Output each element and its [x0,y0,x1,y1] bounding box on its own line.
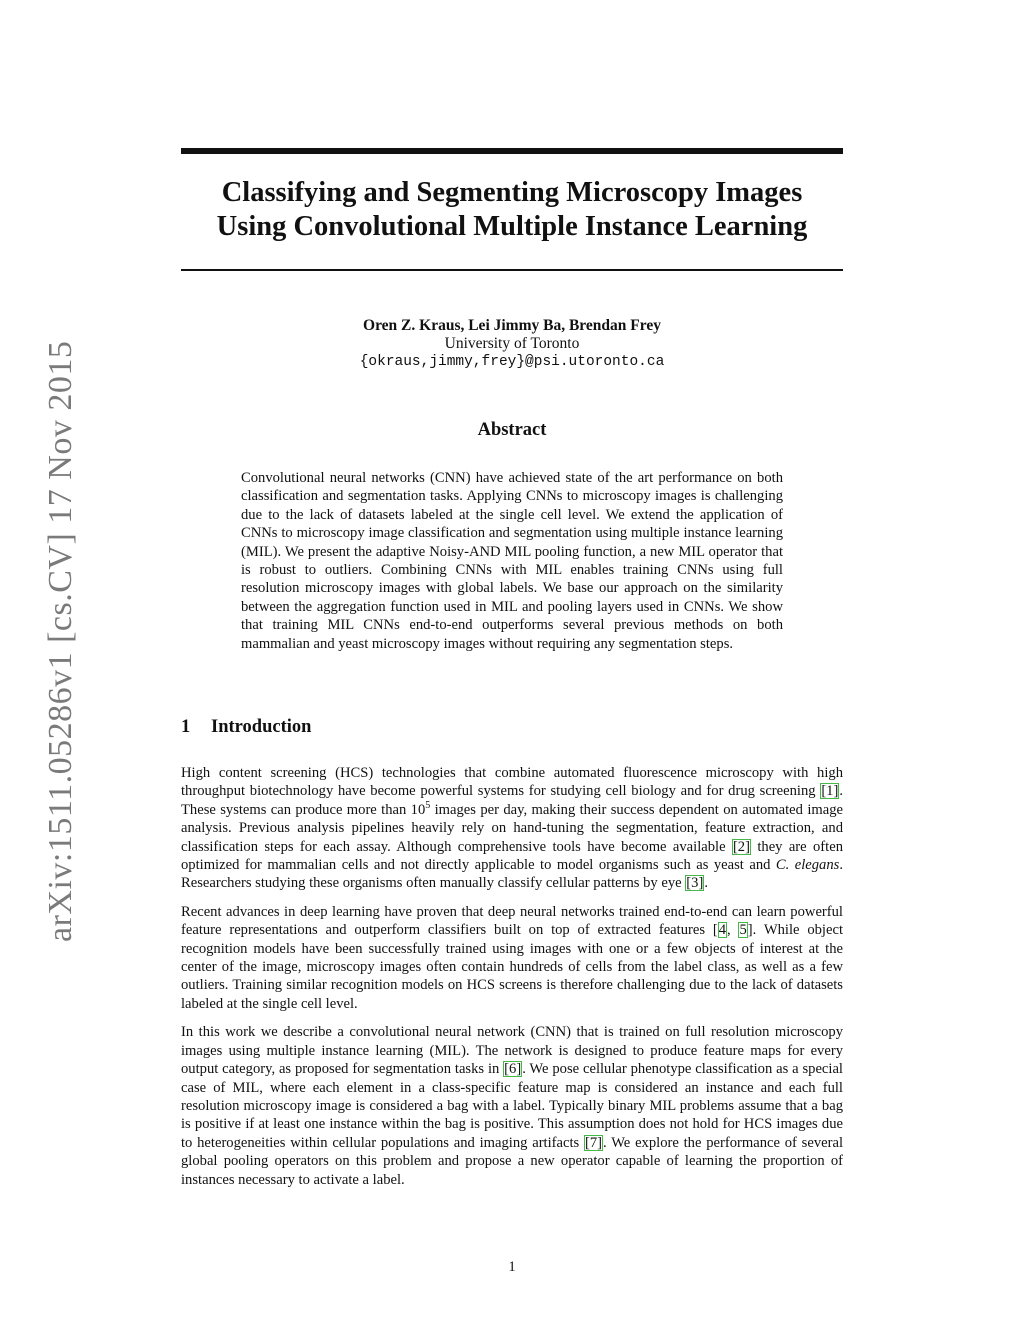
abstract-text: Convolutional neural networks (CNN) have achieved state of the art performance on both classification and segmentation tasks. Applying CNNs to microscopy images is challenging due to the lack of datasets labeled at the single cell level. We extend the application of CNNs to microscopy image classification and segmentation using multiple instance learning (MIL). We present the adaptive Noisy-AND MIL pooling function, a new MIL operator that is robust to outliers. Combining CNNs with MIL enables training CNNs using full resolution microscopy images with global labels. We base our approach on the similarity between the aggregation function used in MIL and pooling layers used in CNNs. We show that training MIL CNNs end-to-end outperforms several previous methods on both mammalian and yeast microscopy images without requiring any segmentation steps. [241,470,783,652]
paper-title [181,176,843,244]
author-block [181,317,843,371]
citation-link-6[interactable]: [6] [504,1061,522,1078]
text-run: In this work we describe a convolutional neural network (CNN) that is trained on full resolution microscopy images using multiple instance learning (MIL). The network is designed to produce feature maps for every output category, as proposed for segmentation tasks in [181,1024,843,1078]
abstract-heading: Abstract [477,420,547,440]
text-run: High content screening (HCS) technologies that combine automated fluorescence microscopy with high throughput biotechnology have become powerful systems for studying cell biology and for drug screening [181,765,843,800]
text-run: . We explore the performance of several global pooling operators on this problem and propose a new operator capable of learning the proportion of instances necessary to activate a label. [181,1134,843,1188]
text-run: . These systems can produce more than 10 [181,783,843,818]
author-names: Oren Z. Kraus, Lei Jimmy Ba, Brendan Frey [363,317,661,334]
citation-link-4[interactable]: 4 [718,922,726,939]
section-heading [181,717,311,738]
text-run: Recent advances in deep learning have proven that deep neural networks trained end-to-end can learn powerful feature representations and outperform classifiers built on top of extracted features [ [181,903,843,939]
citation-link-3[interactable]: [3] [686,875,704,892]
text-run: images per day, making their success dependent on automated image analysis. Previous analysis pipelines heavily rely on hand-tuning the segmentation, feature extraction, and classification steps for each assay. Although comprehensive tools have become available [181,801,843,855]
title-line-2: Using Convolutional Multiple Instance Learning [216,211,808,242]
text-run: . Researchers studying these organisms often manually classify cellular patterns by eye [181,857,843,892]
section-body [181,764,843,1199]
author-affiliation: University of Toronto [444,335,580,352]
title-bottom-rule [181,269,843,271]
text-run: , [727,922,739,939]
text-run: ]. While object recognition models have been successfully trained using images with one or a few objects of interest at the center of the image, microscopy images often contain hundreds of cells from the label class, as well as a few outliers. Training similar recognition models on HCS screens is therefore challenging due to the lack of datasets labeled at the single cell level. [181,922,843,1012]
citation-link-7[interactable]: [7] [585,1134,603,1151]
paragraph-3 [181,1023,843,1189]
arxiv-stamp: arXiv:1511.05286v1 [cs.CV] 17 Nov 2015 [42,340,79,942]
text-run: they are often optimized for mammalian cells and not directly applicable to model organisms such as yeast and [181,838,843,874]
citation-link-1[interactable]: [1] [821,783,839,800]
author-email: {okraus,jimmy,frey}@psi.utoronto.ca [359,354,665,370]
paragraph-2 [181,903,843,1013]
species-name: C. elegans [775,857,840,874]
superscript: 5 [425,799,431,811]
text-run: . We pose cellular phenotype classification as a special case of MIL, where each element in a class-specific feature map is considered an instance and each full resolution microscopy image is considered a bag with a label. Typically binary MIL problems assume that a bag is positive if at least one instance within the bag is positive. This assumption does not hold for HCS images due to heterogeneities within cellular populations and imaging artifacts [181,1061,843,1151]
text-run: . [704,875,708,892]
citation-link-5[interactable]: 5 [739,922,747,939]
title-top-rule [181,148,843,154]
paragraph-1 [181,764,843,893]
title-line-1: Classifying and Segmenting Microscopy Images [221,177,803,208]
section-number: 1 [181,717,191,737]
section-title: Introduction [211,717,312,737]
citation-link-2[interactable]: [2] [732,838,750,855]
page-number: 1 [508,1259,516,1275]
